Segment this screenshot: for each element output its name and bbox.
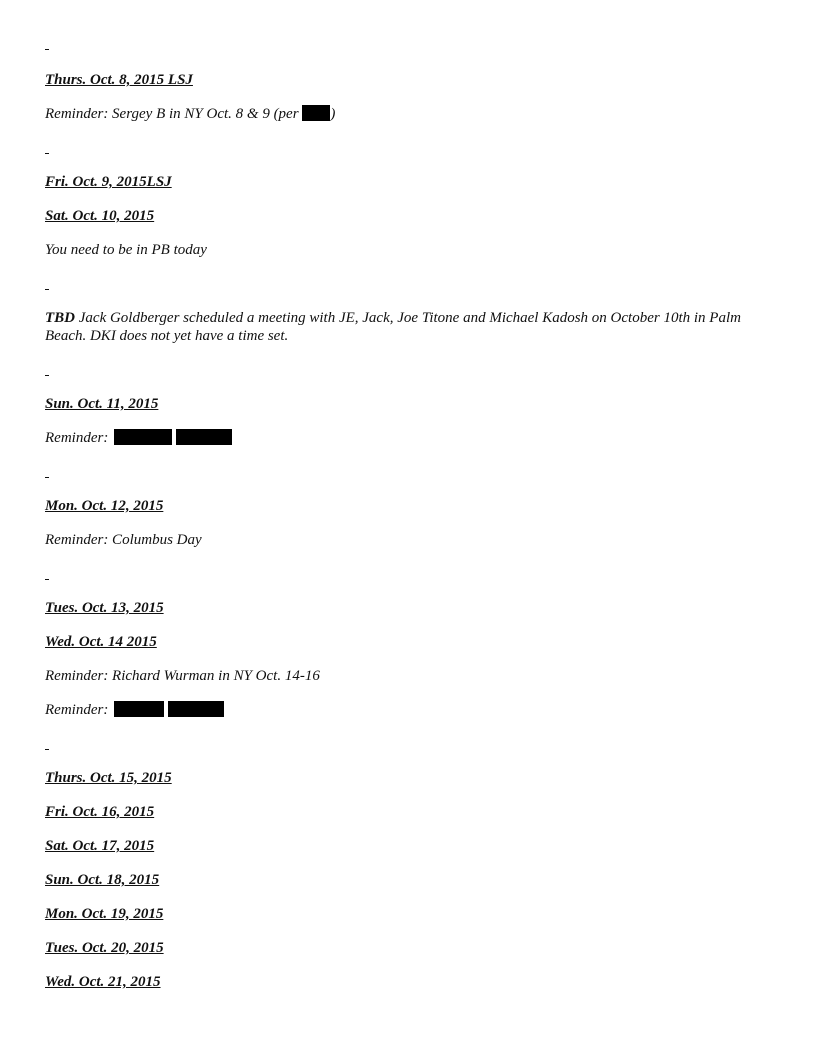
- redaction-block: [302, 105, 330, 121]
- redaction-block: [176, 429, 232, 445]
- date-heading: Fri. Oct. 9, 2015LSJ: [45, 174, 172, 190]
- reminder-text: Reminder:: [45, 430, 113, 446]
- reminder-line: [45, 429, 232, 447]
- separator-mark: [45, 49, 49, 50]
- separator-mark: [45, 153, 49, 154]
- reminder-suffix: ): [330, 106, 336, 122]
- note-line: You need to be in PB today: [45, 242, 207, 258]
- tbd-paragraph: [45, 309, 775, 345]
- date-heading: Mon. Oct. 12, 2015: [45, 498, 164, 514]
- date-heading: Tues. Oct. 13, 2015: [45, 600, 164, 616]
- separator-mark: [45, 749, 49, 750]
- date-heading: Wed. Oct. 21, 2015: [45, 974, 161, 990]
- reminder-line: [45, 701, 224, 719]
- separator-mark: [45, 477, 49, 478]
- date-heading: Fri. Oct. 16, 2015: [45, 804, 155, 820]
- reminder-line: Reminder: Columbus Day: [45, 532, 202, 548]
- separator-mark: [45, 579, 49, 580]
- reminder-text: Reminder:: [45, 702, 113, 718]
- date-heading: Wed. Oct. 14 2015: [45, 634, 157, 650]
- redaction-block: [114, 429, 172, 445]
- date-heading: Thurs. Oct. 8, 2015 LSJ: [45, 72, 193, 88]
- reminder-text: Reminder: Sergey B in NY Oct. 8 & 9 (per: [45, 106, 303, 122]
- tbd-text: Jack Goldberger scheduled a meeting with JE, Jack, Joe Titone and Michael Kadosh on October 10th in Palm Beach. DKI does not yet have a time set.: [45, 310, 741, 344]
- redaction-block: [114, 701, 164, 717]
- tbd-label: TBD: [45, 310, 75, 326]
- reminder-line: Reminder: Richard Wurman in NY Oct. 14-16: [45, 668, 320, 684]
- date-heading: Mon. Oct. 19, 2015: [45, 906, 164, 922]
- date-heading: Sun. Oct. 18, 2015: [45, 872, 160, 888]
- date-heading: Sat. Oct. 10, 2015: [45, 208, 155, 224]
- date-heading: Tues. Oct. 20, 2015: [45, 940, 164, 956]
- reminder-line: [45, 105, 335, 123]
- date-heading: Sat. Oct. 17, 2015: [45, 838, 155, 854]
- date-heading: Sun. Oct. 11, 2015: [45, 396, 159, 412]
- separator-mark: [45, 375, 49, 376]
- separator-mark: [45, 289, 49, 290]
- redaction-block: [168, 701, 224, 717]
- date-heading: Thurs. Oct. 15, 2015: [45, 770, 172, 786]
